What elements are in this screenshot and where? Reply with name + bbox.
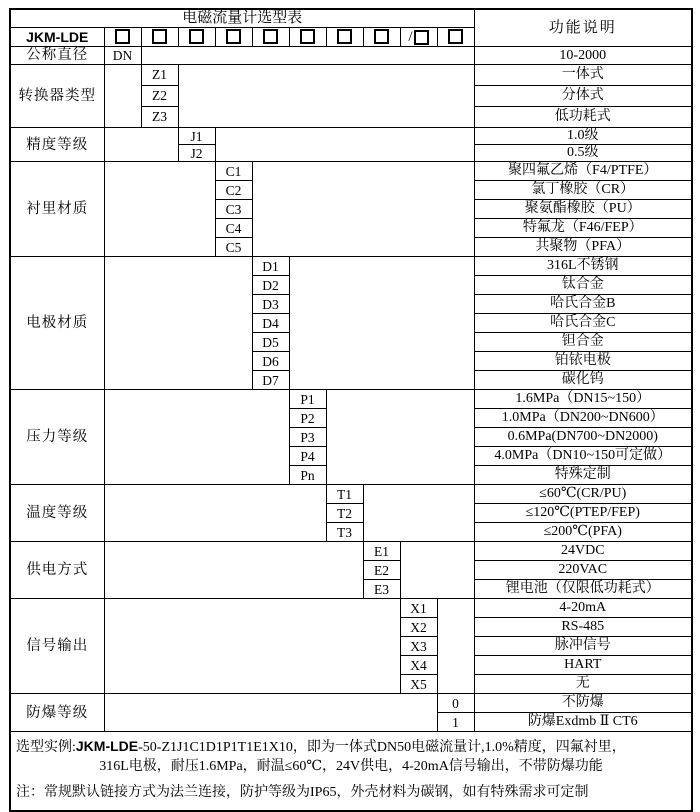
spacer-cell — [141, 47, 474, 65]
code-cell: D3 — [252, 295, 289, 314]
desc-cell: 316L不锈钢 — [474, 257, 692, 276]
code-cell: P3 — [289, 428, 326, 447]
desc-cell: 不防爆 — [474, 694, 692, 713]
desc-cell: 哈氏合金B — [474, 295, 692, 314]
code-cell: X1 — [400, 599, 437, 618]
desc-cell: ≤200℃(PFA) — [474, 523, 692, 542]
code-cell: C4 — [215, 219, 252, 238]
example-model: JKM-LDE — [75, 738, 139, 755]
code-cell: T1 — [326, 485, 363, 504]
desc-cell: 0.5级 — [474, 145, 692, 162]
spacer-cell — [215, 128, 474, 162]
code-cell: X4 — [400, 656, 437, 675]
code-cell: C5 — [215, 238, 252, 257]
code-cell: Z1 — [141, 65, 178, 86]
param-label: 精度等级 — [10, 128, 104, 162]
checkbox-icon — [263, 29, 278, 44]
desc-cell: 哈氏合金C — [474, 314, 692, 333]
desc-cell: 碳化钨 — [474, 371, 692, 390]
table-row — [10, 694, 692, 713]
code-cell: D5 — [252, 333, 289, 352]
desc-cell: 1.6MPa（DN15~150） — [474, 390, 692, 409]
spacer-cell — [104, 390, 289, 485]
checkbox-cell — [252, 28, 289, 47]
code-cell: X5 — [400, 675, 437, 694]
spacer-cell — [104, 694, 437, 732]
code-cell: E3 — [363, 580, 400, 599]
table-row — [10, 485, 692, 504]
desc-cell: ≤60℃(CR/PU) — [474, 485, 692, 504]
table-row — [10, 390, 692, 409]
code-cell: E1 — [363, 542, 400, 561]
code-cell: Z2 — [141, 86, 178, 107]
example-line-1 — [16, 737, 686, 758]
checkbox-icon — [414, 30, 429, 45]
spacer-cell — [104, 599, 400, 694]
desc-cell: RS-485 — [474, 618, 692, 637]
table-row — [10, 599, 692, 618]
code-cell: C1 — [215, 162, 252, 181]
table-row — [10, 542, 692, 561]
spacer-cell — [437, 599, 474, 694]
desc-cell: 钛合金 — [474, 276, 692, 295]
code-cell: T2 — [326, 504, 363, 523]
spacer-cell — [104, 485, 326, 542]
note-line: 注：常规默认链接方式为法兰连接，防护等级为IP65，外壳材料为碳钢，如有特殊需求可定制 — [16, 785, 589, 801]
spacer-cell — [252, 162, 474, 257]
desc-cell: HART — [474, 656, 692, 675]
desc-cell: 锂电池（仅限低功耗式） — [474, 580, 692, 599]
code-cell: J2 — [178, 145, 215, 162]
table-row — [10, 65, 692, 86]
model-prefix: JKM-LDE — [10, 28, 104, 47]
checkbox-cell — [363, 28, 400, 47]
checkbox-icon — [152, 29, 167, 44]
desc-cell: 特殊定制 — [474, 466, 692, 485]
footer-cell — [10, 732, 692, 811]
desc-cell: 无 — [474, 675, 692, 694]
code-cell: P2 — [289, 409, 326, 428]
function-header: 功能说明 — [474, 9, 692, 47]
desc-cell: 分体式 — [474, 86, 692, 107]
param-label: 防爆等级 — [10, 694, 104, 732]
desc-cell-dn: 10-2000 — [474, 47, 692, 65]
spacer-cell — [104, 542, 363, 599]
desc-cell: 一体式 — [474, 65, 692, 86]
example-line-2: 316L电极，耐压1.6MPa，耐温≤60℃，24V供电，4-20mA信号输出，不带防爆功能 — [99, 759, 603, 775]
table-row — [10, 162, 692, 181]
code-cell: Z3 — [141, 107, 178, 128]
desc-cell: 24VDC — [474, 542, 692, 561]
checkbox-icon — [115, 29, 130, 44]
code-cell: 1 — [437, 713, 474, 732]
desc-cell: 聚氨酯橡胶（PU） — [474, 200, 692, 219]
checkbox-icon — [300, 29, 315, 44]
table-row — [10, 257, 692, 276]
checkbox-cell — [400, 28, 437, 47]
checkbox-icon — [374, 29, 389, 44]
code-cell: C2 — [215, 181, 252, 200]
desc-cell: 4-20mA — [474, 599, 692, 618]
checkbox-icon — [189, 29, 204, 44]
spacer-cell — [363, 485, 474, 542]
desc-cell: 钽合金 — [474, 333, 692, 352]
checkbox-cell — [289, 28, 326, 47]
title-row — [10, 9, 692, 28]
code-cell: P1 — [289, 390, 326, 409]
desc-cell: 低功耗式 — [474, 107, 692, 128]
code-cell: D2 — [252, 276, 289, 295]
checkbox-icon — [448, 29, 463, 44]
checkbox-cell — [104, 28, 141, 47]
code-cell: D4 — [252, 314, 289, 333]
desc-cell: 氯丁橡胶（CR） — [474, 181, 692, 200]
param-label-dn: 公称直径 — [10, 47, 104, 65]
desc-cell: 共聚物（PFA） — [474, 238, 692, 257]
desc-cell: 防爆Exdmb Ⅱ CT6 — [474, 713, 692, 732]
param-label: 转换器类型 — [10, 65, 104, 128]
desc-cell: 特氟龙（F46/FEP） — [474, 219, 692, 238]
code-cell: D7 — [252, 371, 289, 390]
spacer-cell — [400, 542, 474, 599]
code-cell: X2 — [400, 618, 437, 637]
code-cell: D6 — [252, 352, 289, 371]
param-label: 电极材质 — [10, 257, 104, 390]
dn-row — [10, 47, 692, 65]
table-row — [10, 128, 692, 145]
spacer-cell — [104, 257, 252, 390]
code-cell: P4 — [289, 447, 326, 466]
param-label: 衬里材质 — [10, 162, 104, 257]
desc-cell: 220VAC — [474, 561, 692, 580]
desc-cell: 脉冲信号 — [474, 637, 692, 656]
checkbox-cell — [215, 28, 252, 47]
checkbox-cell — [141, 28, 178, 47]
code-cell: T3 — [326, 523, 363, 542]
spacer-cell — [326, 390, 474, 485]
spacer-cell — [289, 257, 474, 390]
desc-cell: 4.0MPa（DN10~150可定做） — [474, 447, 692, 466]
code-cell: D1 — [252, 257, 289, 276]
checkbox-cell — [326, 28, 363, 47]
desc-cell: 铂铱电极 — [474, 352, 692, 371]
table-title: 电磁流量计选型表 — [10, 9, 474, 28]
example-prefix: 选型实例: — [16, 740, 76, 756]
spacer-cell — [104, 162, 215, 257]
code-cell: X3 — [400, 637, 437, 656]
checkbox-cell — [437, 28, 474, 47]
desc-cell: 0.6MPa(DN700~DN2000) — [474, 428, 692, 447]
desc-cell: 1.0级 — [474, 128, 692, 145]
code-cell: C3 — [215, 200, 252, 219]
param-label: 压力等级 — [10, 390, 104, 485]
code-cell: E2 — [363, 561, 400, 580]
slash-mark: / — [408, 28, 413, 45]
checkbox-cell — [178, 28, 215, 47]
desc-cell: ≤120℃(PTEP/FEP) — [474, 504, 692, 523]
checkbox-icon — [337, 29, 352, 44]
param-label: 温度等级 — [10, 485, 104, 542]
param-label: 供电方式 — [10, 542, 104, 599]
selection-table — [9, 8, 693, 812]
code-cell: J1 — [178, 128, 215, 145]
desc-cell: 1.0MPa（DN200~DN600） — [474, 409, 692, 428]
spacer-cell — [178, 65, 474, 128]
param-label: 信号输出 — [10, 599, 104, 694]
spacer-cell — [104, 128, 178, 162]
code-cell: Pn — [289, 466, 326, 485]
code-cell: 0 — [437, 694, 474, 713]
spacer-cell — [104, 65, 141, 128]
example-rest: -50-Z1J1C1D1P1T1E1X10，即为一体式DN50电磁流量计,1.0%精度，四氟衬里， — [138, 740, 626, 756]
footer-row — [10, 732, 692, 811]
desc-cell: 聚四氟乙烯（F4/PTFE） — [474, 162, 692, 181]
code-cell-dn: DN — [104, 47, 141, 65]
checkbox-icon — [226, 29, 241, 44]
